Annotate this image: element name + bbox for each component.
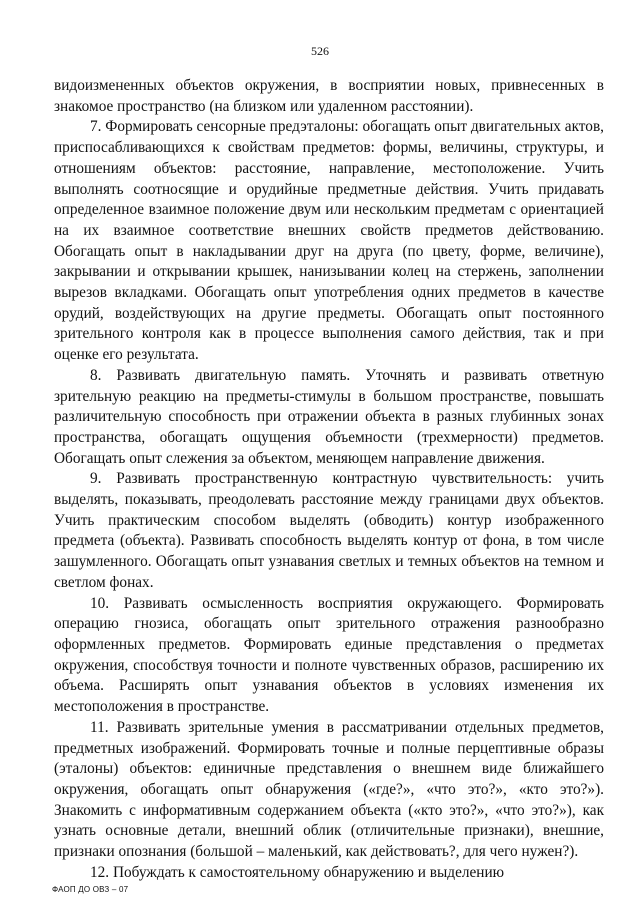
paragraph-item-11: 11. Развивать зрительные умения в рассматривании отдельных предметов, предметных изображений. Формировать точные и полные перцептивные образы (эталоны) объектов: единичные представления о внешнем виде ближайшего окружения, обогащать опыт обнаружения («где?», «что это?», «кто это?»). Знакомить с информативным содержанием объекта («кто это?», «что это?»), как узнать основные детали, внешний облик (отличительные признаки), внешние, признаки опознания (большой – маленький, как действовать?, для чего нужен?).	[54, 718, 604, 861]
paragraph-continuation: видоизмененных объектов окружения, в восприятии новых, привнесенных в знакомое пространство (на близком или удаленном расстоянии).	[54, 77, 604, 115]
page-number: 526	[311, 44, 329, 58]
paragraph-item-7: 7. Формировать сенсорные предэталоны: обогащать опыт двигательных актов, приспосабливающихся к свойствам предметов: формы, величины, структуры, и отношениям объектов: расстояние, направление, местоположение. Учить выполнять соотносящие и орудийные предметные действия. Учить придавать определенное взаимное положение двум или нескольким предметам с ориентацией на их взаимное соответствие внешних свойств предметов действованию. Обогащать опыт в накладывании друг на друга (по цвету, форме, величине), закрывании и открывании крышек, нанизывании колец на стержень, заполнении вырезов вкладками. Обогащать опыт употребления одних предметов в качестве орудий, воздействующих на другие предметы. Обогащать опыт постоянного зрительного контроля как в процессе выполнения самого действия, так и при оценке его результата.	[54, 118, 604, 364]
paragraph-item-12: 12. Побуждать к самостоятельному обнаружению и выделению	[90, 863, 505, 881]
paragraph-item-9: 9. Развивать пространственную контрастную чувствительность: учить выделять, показывать, преодолевать расстояние между границами двух объектов. Учить практическим способом выделять (обводить) контур изображенного предмета (объекта). Развивать способность выделять контур от фона, в том числе зашумленного. Обогащать опыт узнавания светлых и темных объектов на темном и светлом фонах.	[54, 470, 604, 591]
page-footer: ФАОП ДО ОВЗ – 07	[52, 885, 129, 894]
paragraph-item-10: 10. Развивать осмысленность восприятия окружающего. Формировать операцию гнозиса, обогащать опыт зрительного отражения разнообразно оформленных предметов. Формировать единые представления о предметах окружения, способствуя точности и полноте чувственных образов, расширению их объема. Расширять опыт узнавания объектов в условиях изменения их местоположения в пространстве.	[54, 594, 604, 716]
page-body	[54, 76, 604, 883]
paragraph-item-8: 8. Развивать двигательную память. Уточнять и развивать ответную зрительную реакцию на предметы-стимулы в большом пространстве, повышать различительную способность при отражении объекта в разных глубинных зонах пространства, обогащать ощущения объемности (трехмерности) предметов. Обогащать опыт слежения за объектом, меняющем направление движения.	[54, 366, 604, 467]
